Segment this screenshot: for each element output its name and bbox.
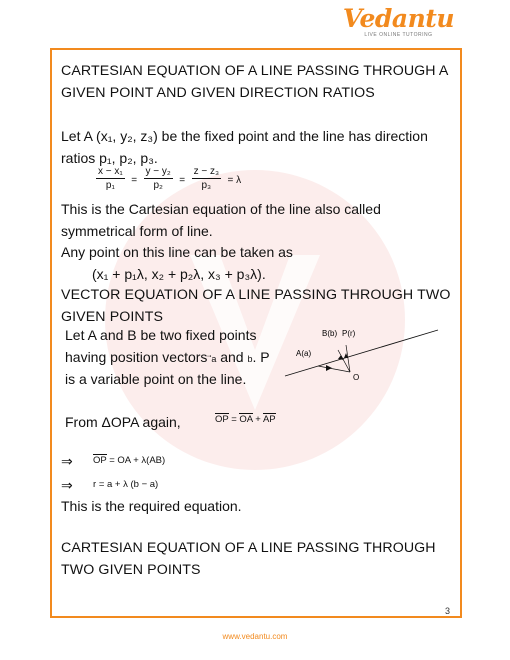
section2-heading: VECTOR EQUATION OF A LINE PASSING THROUGH TWO GIVEN POINTS — [61, 287, 451, 325]
vector-oa: OA — [239, 414, 253, 425]
page-number: 3 — [444, 606, 450, 616]
fraction-y — [144, 166, 173, 192]
eq-sign: = — [231, 414, 237, 425]
equals-sign: = — [179, 175, 186, 187]
logo-wordmark: Vedantu — [342, 4, 454, 33]
equation-r — [93, 479, 158, 490]
equation-op-lambda — [93, 455, 165, 466]
frac-y-den: p₂ — [153, 180, 163, 191]
p-text: . P — [252, 349, 270, 365]
plus-sign: + — [255, 414, 261, 425]
position-vectors-text: having position vectors — [65, 349, 208, 365]
equals-lambda: = λ — [227, 175, 242, 187]
vector-b: b — [247, 354, 253, 364]
vector-r: r — [93, 479, 97, 490]
vector-line-diagram — [280, 322, 445, 382]
logo-tagline: LIVE ONLINE TUTORING — [364, 32, 433, 38]
frac-x-num: x − x₁ — [98, 166, 123, 177]
vector-op-2: OP — [93, 455, 107, 466]
fraction-x — [96, 166, 125, 192]
frac-z-num: z − z₃ — [193, 166, 220, 177]
footer-url[interactable]: www.vedantu.com — [222, 632, 288, 641]
section2-line2 — [65, 346, 270, 370]
conclusion-text: This is the required equation. — [61, 498, 242, 514]
and-text: and — [220, 349, 244, 365]
implies-arrow-1: ⇒ — [61, 453, 73, 469]
frac-z-den: p₃ — [201, 180, 212, 191]
from-triangle-text: From ΔOPA again, — [65, 414, 181, 430]
vector-a: a — [211, 354, 217, 364]
frac-x-den: p₁ — [105, 180, 115, 191]
fraction-z — [192, 166, 221, 192]
cartesian-equation — [94, 166, 241, 192]
vector-op: OP — [215, 414, 229, 425]
eq3-rhs: = a + λ (b − a) — [98, 479, 159, 490]
equation-op — [215, 414, 276, 425]
equals-sign: = — [131, 175, 138, 187]
section1-para2: Any point on this line can be taken as — [61, 244, 293, 260]
section1-intro: Let A (x₁, y₂, z₃) be the fixed point and the line has direction ratios p₁, p₂, p₃. — [61, 128, 428, 166]
vedantu-logo — [343, 4, 454, 38]
label-a: A(a) — [296, 349, 312, 358]
implies-arrow-2: ⇒ — [61, 477, 73, 493]
label-o: O — [353, 373, 360, 382]
label-b: B(b) — [322, 329, 338, 338]
section1-para1: This is the Cartesian equation of the line also called symmetrical form of line. — [61, 201, 381, 239]
eq2-rhs: = OA + λ(AB) — [109, 455, 166, 466]
general-point: (x₁ + p₁λ, x₂ + p₂λ, x₃ + p₃λ). — [92, 266, 266, 282]
section2-line3: is a variable point on the line. — [65, 371, 247, 387]
section1-heading: CARTESIAN EQUATION OF A LINE PASSING THROUGH A GIVEN POINT AND GIVEN DIRECTION RATIOS — [61, 63, 448, 101]
label-p: P(r) — [342, 329, 356, 338]
vector-ap: AP — [262, 414, 276, 425]
section3-heading: CARTESIAN EQUATION OF A LINE PASSING THROUGH TWO GIVEN POINTS — [61, 540, 436, 578]
frac-y-num: y − y₂ — [145, 166, 171, 177]
section2-line1: Let A and B be two fixed points — [65, 327, 257, 343]
